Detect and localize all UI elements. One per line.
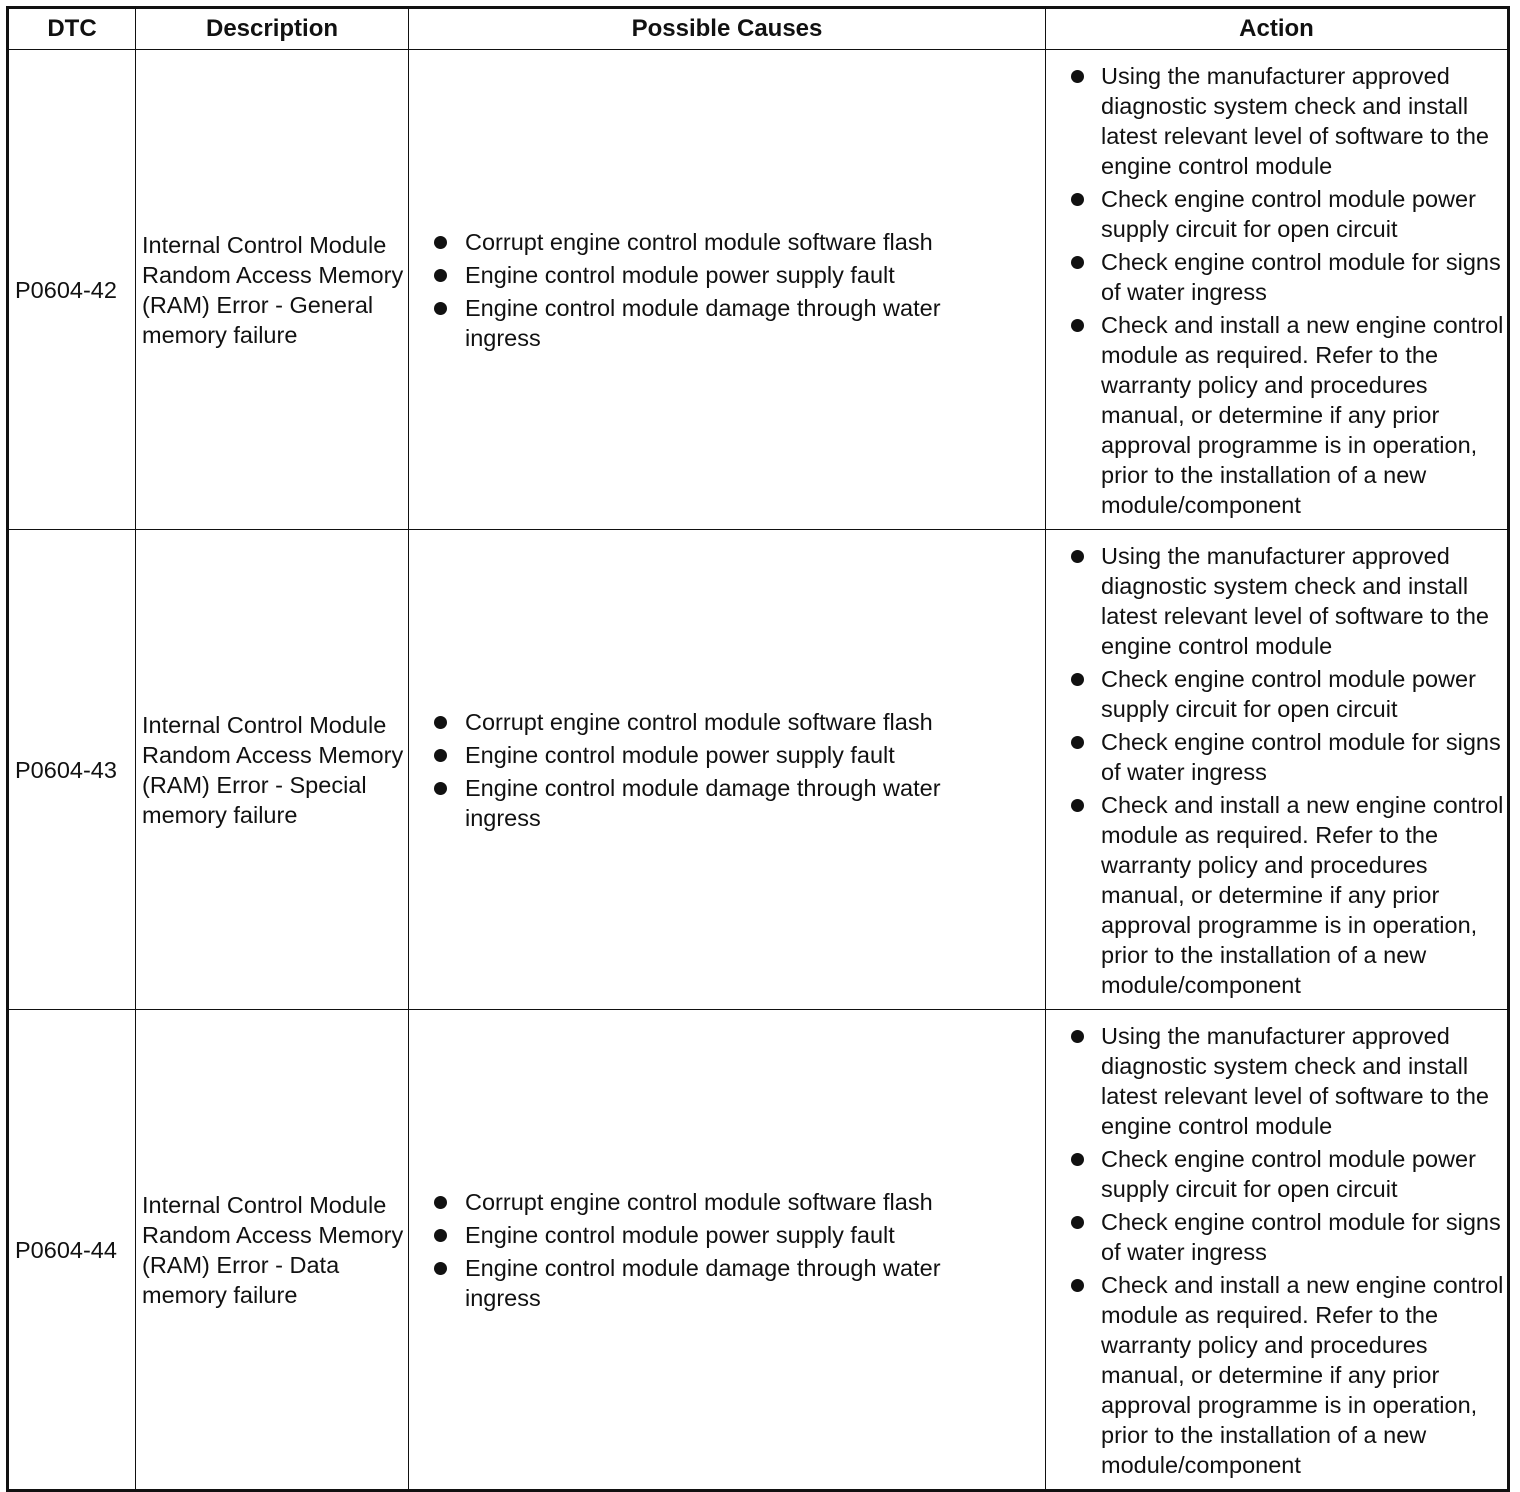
dtc-description: Internal Control Module Random Access Memory (RAM) Error - General memory failure xyxy=(142,231,404,348)
possible-causes-list xyxy=(409,227,969,353)
cause-item: Engine control module damage through water ingress xyxy=(409,1253,969,1313)
cause-item: Engine control module power supply fault xyxy=(409,740,969,770)
action-list xyxy=(1046,61,1507,520)
action-list xyxy=(1046,541,1507,1000)
action-item: Check engine control module power supply circuit for open circuit xyxy=(1046,1144,1507,1204)
cause-item: Engine control module power supply fault xyxy=(409,1220,969,1250)
action-item: Check engine control module for signs of water ingress xyxy=(1046,247,1507,307)
action-item: Check and install a new engine control module as required. Refer to the warranty policy and procedures manual, or determine if any prior approval programme is in operation, prior to the installation of a new module/component xyxy=(1046,310,1507,520)
table-header-row xyxy=(8,8,1509,50)
action-cell xyxy=(1046,1010,1509,1491)
dtc-description-cell xyxy=(136,530,409,1010)
dtc-description-cell xyxy=(136,50,409,530)
header-action: Action xyxy=(1046,8,1509,50)
dtc-code: P0604-42 xyxy=(8,50,136,530)
possible-causes-list xyxy=(409,707,969,833)
cause-item: Corrupt engine control module software flash xyxy=(409,1187,969,1217)
dtc-code: P0604-44 xyxy=(8,1010,136,1491)
dtc-description-cell xyxy=(136,1010,409,1491)
action-item: Using the manufacturer approved diagnostic system check and install latest relevant level of software to the engine control module xyxy=(1046,1021,1507,1141)
cause-item: Corrupt engine control module software flash xyxy=(409,707,969,737)
cause-item: Corrupt engine control module software flash xyxy=(409,227,969,257)
action-item: Using the manufacturer approved diagnostic system check and install latest relevant level of software to the engine control module xyxy=(1046,541,1507,661)
cause-item: Engine control module power supply fault xyxy=(409,260,969,290)
action-item: Check and install a new engine control module as required. Refer to the warranty policy and procedures manual, or determine if any prior approval programme is in operation, prior to the installation of a new module/component xyxy=(1046,1270,1507,1480)
action-item: Check and install a new engine control module as required. Refer to the warranty policy and procedures manual, or determine if any prior approval programme is in operation, prior to the installation of a new module/component xyxy=(1046,790,1507,1000)
action-list xyxy=(1046,1021,1507,1480)
header-description: Description xyxy=(136,8,409,50)
cause-item: Engine control module damage through water ingress xyxy=(409,773,969,833)
possible-causes-cell xyxy=(409,50,1046,530)
action-item: Check engine control module power supply circuit for open circuit xyxy=(1046,664,1507,724)
possible-causes-list xyxy=(409,1187,969,1313)
action-cell xyxy=(1046,50,1509,530)
dtc-description: Internal Control Module Random Access Memory (RAM) Error - Special memory failure xyxy=(142,711,404,828)
dtc-table xyxy=(6,6,1510,1492)
action-item: Check engine control module for signs of water ingress xyxy=(1046,727,1507,787)
possible-causes-cell xyxy=(409,530,1046,1010)
dtc-description: Internal Control Module Random Access Memory (RAM) Error - Data memory failure xyxy=(142,1191,404,1308)
action-cell xyxy=(1046,530,1509,1010)
table-row xyxy=(8,530,1509,1010)
dtc-code: P0604-43 xyxy=(8,530,136,1010)
action-item: Check engine control module for signs of water ingress xyxy=(1046,1207,1507,1267)
action-item: Using the manufacturer approved diagnostic system check and install latest relevant level of software to the engine control module xyxy=(1046,61,1507,181)
cause-item: Engine control module damage through water ingress xyxy=(409,293,969,353)
possible-causes-cell xyxy=(409,1010,1046,1491)
header-dtc: DTC xyxy=(8,8,136,50)
table-row xyxy=(8,1010,1509,1491)
action-item: Check engine control module power supply circuit for open circuit xyxy=(1046,184,1507,244)
header-possible-causes: Possible Causes xyxy=(409,8,1046,50)
table-row xyxy=(8,50,1509,530)
